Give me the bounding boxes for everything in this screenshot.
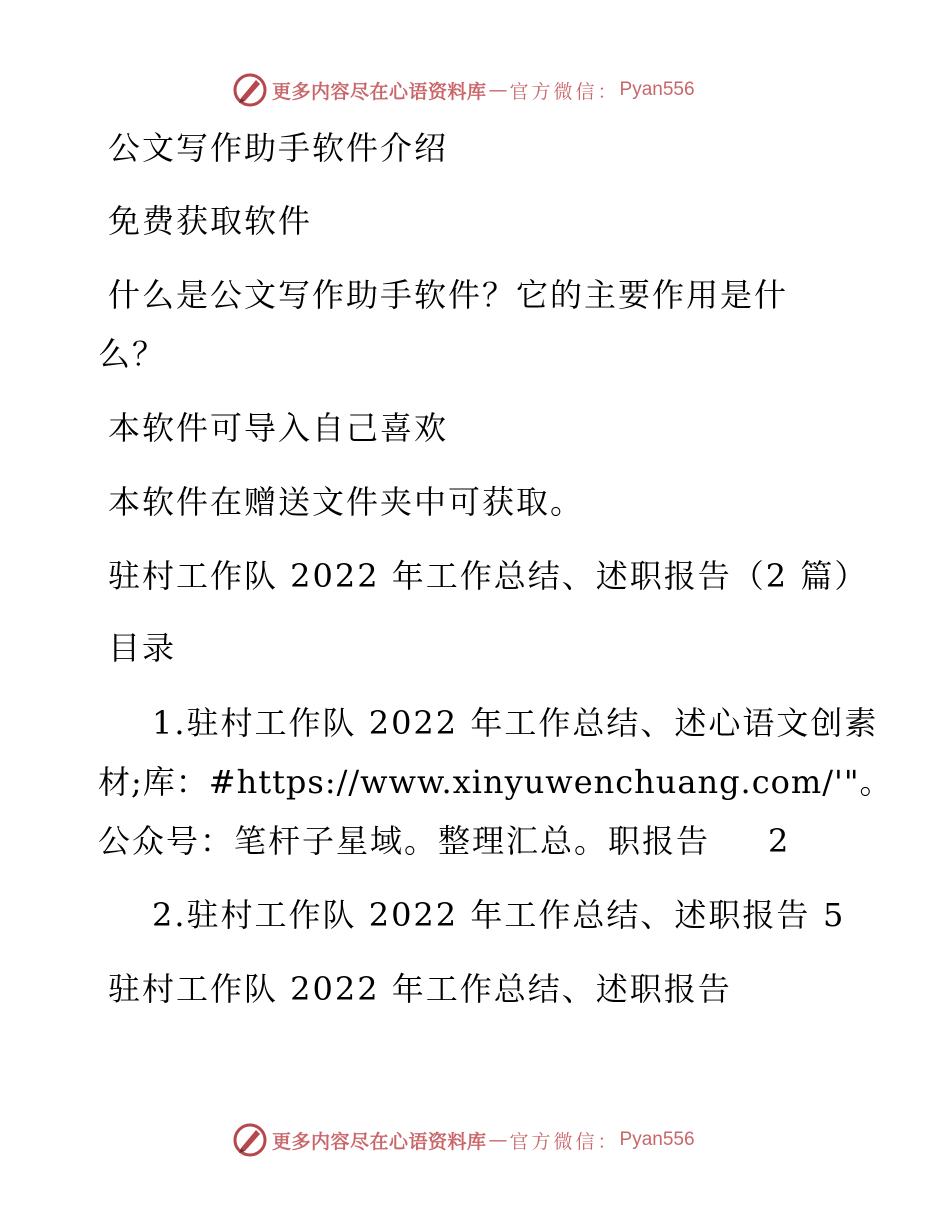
banner-dash: — <box>488 1129 508 1151</box>
toc-item-1-line-2: 材;库：#https://www.xinyuwenchuang.com/'"。 <box>98 763 893 801</box>
line-gift-folder: 本软件在赠送文件夹中可获取。 <box>108 483 585 521</box>
banner-wechat-label: 官方微信： <box>509 80 620 103</box>
toc-item-2-page: 5 <box>823 896 844 934</box>
banner-wechat-id: Pyan556 <box>619 1129 695 1150</box>
pen-logo-icon <box>232 72 268 108</box>
toc-heading: 目录 <box>108 629 177 667</box>
toc-item-2: 2.驻村工作队 2022 年工作总结、述职报告 <box>152 896 811 934</box>
line-question-a: 什么是公文写作助手软件？它的主要作用是什 <box>108 276 789 314</box>
header-watermark-banner <box>232 70 695 110</box>
banner-wechat-id: Pyan556 <box>619 79 695 100</box>
pen-logo-icon <box>232 1122 268 1158</box>
footer-watermark-banner <box>232 1120 695 1160</box>
section-heading: 驻村工作队 2022 年工作总结、述职报告 <box>108 970 732 1008</box>
toc-item-1-page: 2 <box>768 822 789 860</box>
banner-dash: — <box>488 79 508 101</box>
toc-item-1-line-3: 公众号：笔杆子星域。整理汇总。职报告 <box>98 822 711 860</box>
toc-item-1-line-1: 1.驻村工作队 2022 年工作总结、述心语文创素 <box>152 704 879 742</box>
banner-text: 更多内容尽在心语资料库 <box>272 1130 487 1153</box>
banner-wechat-label: 官方微信： <box>509 1130 620 1153</box>
banner-text: 更多内容尽在心语资料库 <box>272 80 487 103</box>
line-free-download: 免费获取软件 <box>108 202 313 240</box>
line-question-b: 么？ <box>98 335 167 373</box>
document-title: 驻村工作队 2022 年工作总结、述职报告（2 篇） <box>108 557 869 595</box>
line-import: 本软件可导入自己喜欢 <box>108 409 449 447</box>
line-software-intro: 公文写作助手软件介绍 <box>108 129 449 167</box>
